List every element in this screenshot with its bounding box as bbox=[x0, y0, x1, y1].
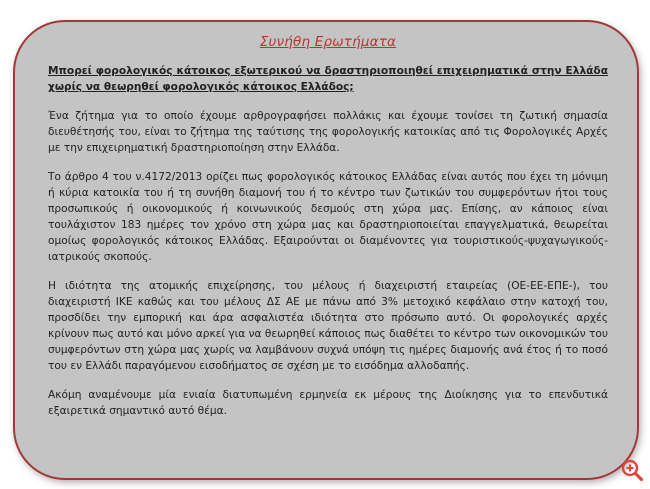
faq-title: Συνήθη Ερωτήματα bbox=[259, 34, 397, 50]
faq-paragraph-4: Ακόμη αναμένουμε μία ενιαία διατυπωμένη ερμηνεία εκ μέρους της Διοίκησης για το επενδυτικά εξαιρετικά σημαντικό αυτό θέμα. bbox=[48, 389, 608, 417]
faq-paragraph-1: Ένα ζήτημα για το οποίο έχουμε αρθρογραφήσει πολλάκις και έχουμε τονίσει τη ζωτική σημασία διευθέτησής του, είναι το ζήτημα της ταύτισης της φορολογικής κατοικίας από τις Φορολογικές Αρχές με την επιχειρηματική δραστηριοποίηση στην Ελλάδα. bbox=[48, 110, 608, 154]
faq-paragraph-2: Το άρθρο 4 του ν.4172/2013 ορίζει πως φορολογικός κάτοικος Ελλάδας είναι αυτός που έχει τη μόνιμη ή κύρια κατοικία του ή τη συνήθη διαμονή του ή το κέντρο των ζωτικών του συμφερόντων ήτοι τους προσωπικούς ή οικονομικούς ή κοινωνικούς δεσμούς στη χώρα μας. Επίσης, αν κάποιος είναι τουλάχιστον 183 ημέρες τον χρόνο στη χώρα μας και δραστηριοποιείται επαγγελματικά, θεωρείται ομοίως φορολογικός κάτοικος Ελλάδας. Εξαιρούνται οι διαμένοντες για τουριστικούς-ψυχαγωγικούς-ιατρικούς σκοπούς. bbox=[48, 171, 608, 263]
faq-paragraph-3: Η ιδιότητα της ατομικής επιχείρησης, του μέλους ή διαχειριστή εταιρείας (ΟΕ-ΕΕ-ΕΠΕ-), του διαχειριστή ΙΚΕ καθώς και του μέλους ΔΣ ΑΕ με πάνω από 3% μετοχικό κεφάλαιο στην κατοχή του, προσδίδει την εμπορική και άρα ασφαλιστέα ιδιότητα στο πρόσωπο αυτό. Οι φορολογικές αρχές κρίνουν πως αυτό και μόνο αρκεί για να θεωρηθεί κάποιος πως διαθέτει το κέντρο των οικονομικών του συμφερόντων στη χώρα μας χωρίς να λαμβάνουν συχνά υπόψη τις ημέρες διαμονής ανά έτος ή το ποσό του εν Ελλάδι παραγόμενου εισοδήματος σε σχέση με το εισόδημα αλλοδαπής. bbox=[48, 280, 608, 372]
zoom-in-icon[interactable] bbox=[620, 458, 644, 482]
faq-card bbox=[13, 20, 639, 480]
faq-question: Μπορεί φορολογικός κάτοικος εξωτερικού να δραστηριοποιηθεί επιχειρηματικά στην Ελλάδα χωρίς να θεωρηθεί φορολογικός κάτοικος Ελλάδος; bbox=[48, 65, 608, 93]
